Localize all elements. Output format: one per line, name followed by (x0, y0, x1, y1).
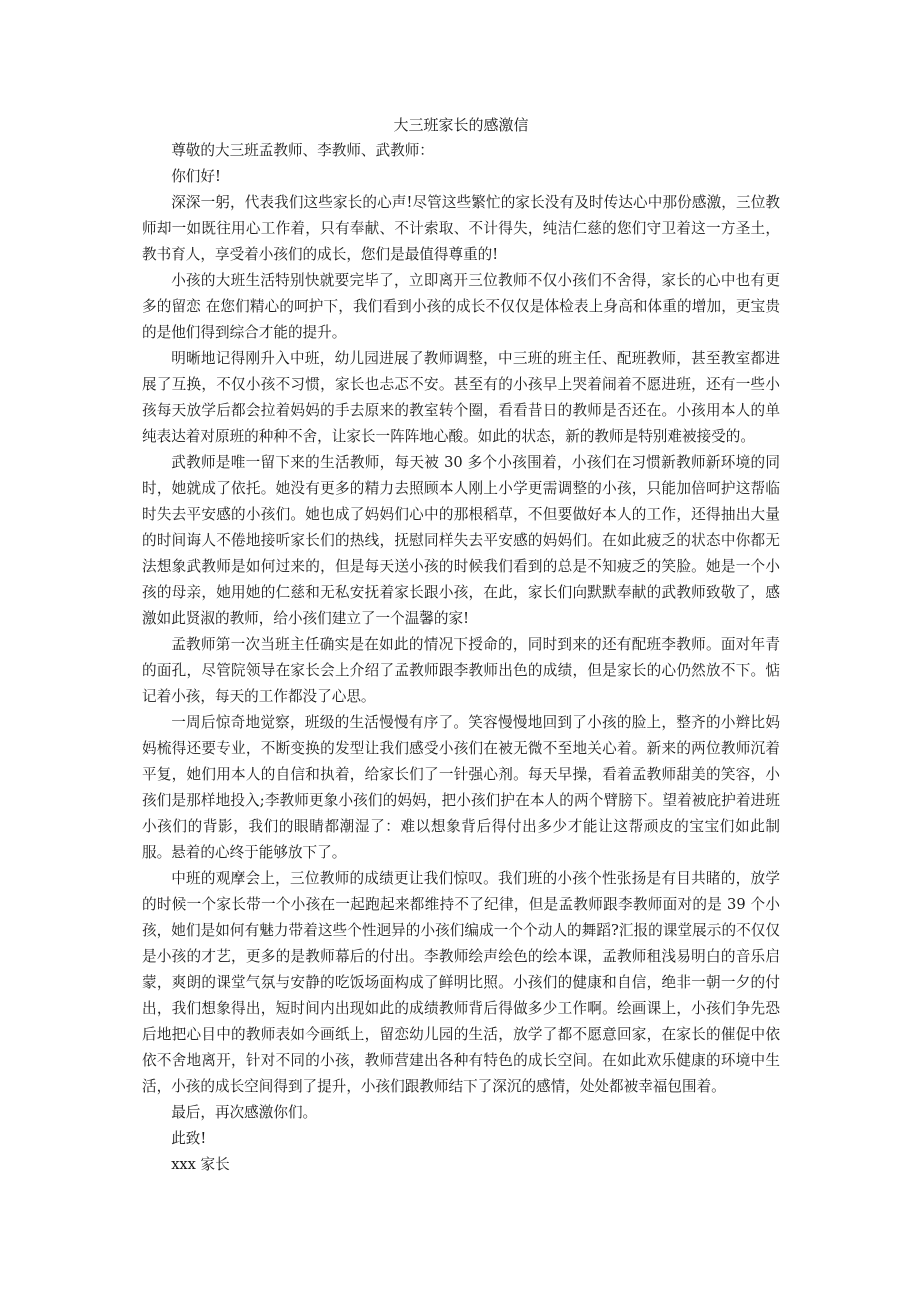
body-paragraph-3: 明晰地记得刚升入中班，幼儿园进展了教师调整，中三班的班主任、配班教师，甚至教室都进展了互换，不仅小孩不习惯，家长也忐忑不安。甚至有的小孩早上哭着闹着不愿进班，还有一些小孩每天放学后都会拉着妈妈的手去原来的教室转个圈，看看昔日的教师是否还在。小孩用本人的单纯表达着对原班的种种不舍，让家长一阵阵地心酸。如此的状态，新的教师是特别难被接受的。 (142, 350, 780, 445)
body-paragraph-4: 武教师是唯一留下来的生活教师，每天被 30 多个小孩围着，小孩们在习惯新教师新环境的同时，她就成了依托。她没有更多的精力去照顾本人刚上小学更需调整的小孩，只能加倍呵护这帮临时失去平安感的小孩们。她也成了妈妈们心中的那根稻草，不但要做好本人的工作，还得抽出大量的时间诲人不倦地接听家长们的热线，抚慰同样失去平安感的妈妈们。在如此疲乏的状态中你都无法想象武教师是如何过来的，但是每天送小孩的时候我们看到的总是不知疲乏的笑脸。她是一个小孩的母亲，她用她的仁慈和无私安抚着家长跟小孩，在此，家长们向默默奉献的武教师致敬了，感激如此贤淑的教师，给小孩们建立了一个温馨的家! (142, 454, 780, 627)
letter-title: 大三班家长的感激信 (393, 116, 529, 134)
closing-line: 最后，再次感激你们。 (171, 1104, 318, 1121)
body-paragraph-6: 一周后惊奇地觉察，班级的生活慢慢有序了。笑容慢慢地回到了小孩的脸上，整齐的小辫比妈妈梳得还要专业，不断变换的发型让我们感受小孩们在被无微不至地关心着。新来的两位教师沉着平复，她们用本人的自信和执着，给家长们了一针强心剂。每天早操，看着孟教师甜美的笑容，小孩们是那样地投入;李教师更象小孩们的妈妈，把小孩们护在本人的两个臂膀下。望着被庇护着进班小孩们的背影，我们的眼睛都潮湿了：难以想象背后得付出多少才能让这帮顽皮的宝宝们如此制服。悬着的心终于能够放下了。 (142, 714, 780, 861)
salutation: 尊敬的大三班孟教师、李教师、武教师： (171, 142, 434, 159)
letter-page (142, 112, 780, 1178)
greeting: 你们好! (171, 168, 221, 185)
signature: xxx 家长 (171, 1156, 230, 1173)
body-paragraph-7: 中班的观摩会上，三位教师的成绩更让我们惊叹。我们班的小孩个性张扬是有目共睹的，放学的时候一个家长带一个小孩在一起跑起来都维持不了纪律，但是孟教师跟李教师面对的是 39 个小孩，她们是如何有魅力带着这些个性迥异的小孩们编成一个个动人的舞蹈?汇报的课堂展示的不仅仅是小孩的才艺，更多的是教师幕后的付出。李教师绘声绘色的绘本课，孟教师租浅易明白的音乐启蒙，爽朗的课堂气氛与安静的吃饭场面构成了鲜明比照。小孩们的健康和自信，绝非一朝一夕的付出，我们想象得出，短时间内出现如此的成绩教师背后得做多少工作啊。绘画课上，小孩们争先恐后地把心目中的教师表如今画纸上，留恋幼儿园的生活，放学了都不愿意回家，在家长的催促中依依不舍地离开，针对不同的小孩，教师营建出各种有特色的成长空间。在如此欢乐健康的环境中生活，小孩的成长空间得到了提升，小孩们跟教师结下了深沉的感情，处处都被幸福包围着。 (142, 870, 780, 1095)
body-paragraph-1: 深深一躬，代表我们这些家长的心声!尽管这些繁忙的家长没有及时传达心中那份感激，三位教师却一如既往用心工作着，只有奉献、不计索取、不计得失，纯洁仁慈的您们守卫着这一方圣土，教书育人，享受着小孩们的成长，您们是最值得尊重的! (142, 194, 780, 263)
regards-line: 此致! (171, 1130, 207, 1147)
body-paragraph-5: 孟教师第一次当班主任确实是在如此的情况下授命的，同时到来的还有配班李教师。面对年青的面孔，尽管院领导在家长会上介绍了孟教师跟李教师出色的成绩，但是家长的心仍然放不下。惦记着小孩，每天的工作都没了心思。 (142, 636, 780, 705)
body-paragraph-2: 小孩的大班生活特别快就要完毕了，立即离开三位教师不仅小孩们不舍得，家长的心中也有更多的留恋 在您们精心的呵护下，我们看到小孩的成长不仅仅是体检表上身高和体重的增加，更宝贵的是他们得到综合才能的提升。 (142, 272, 780, 341)
